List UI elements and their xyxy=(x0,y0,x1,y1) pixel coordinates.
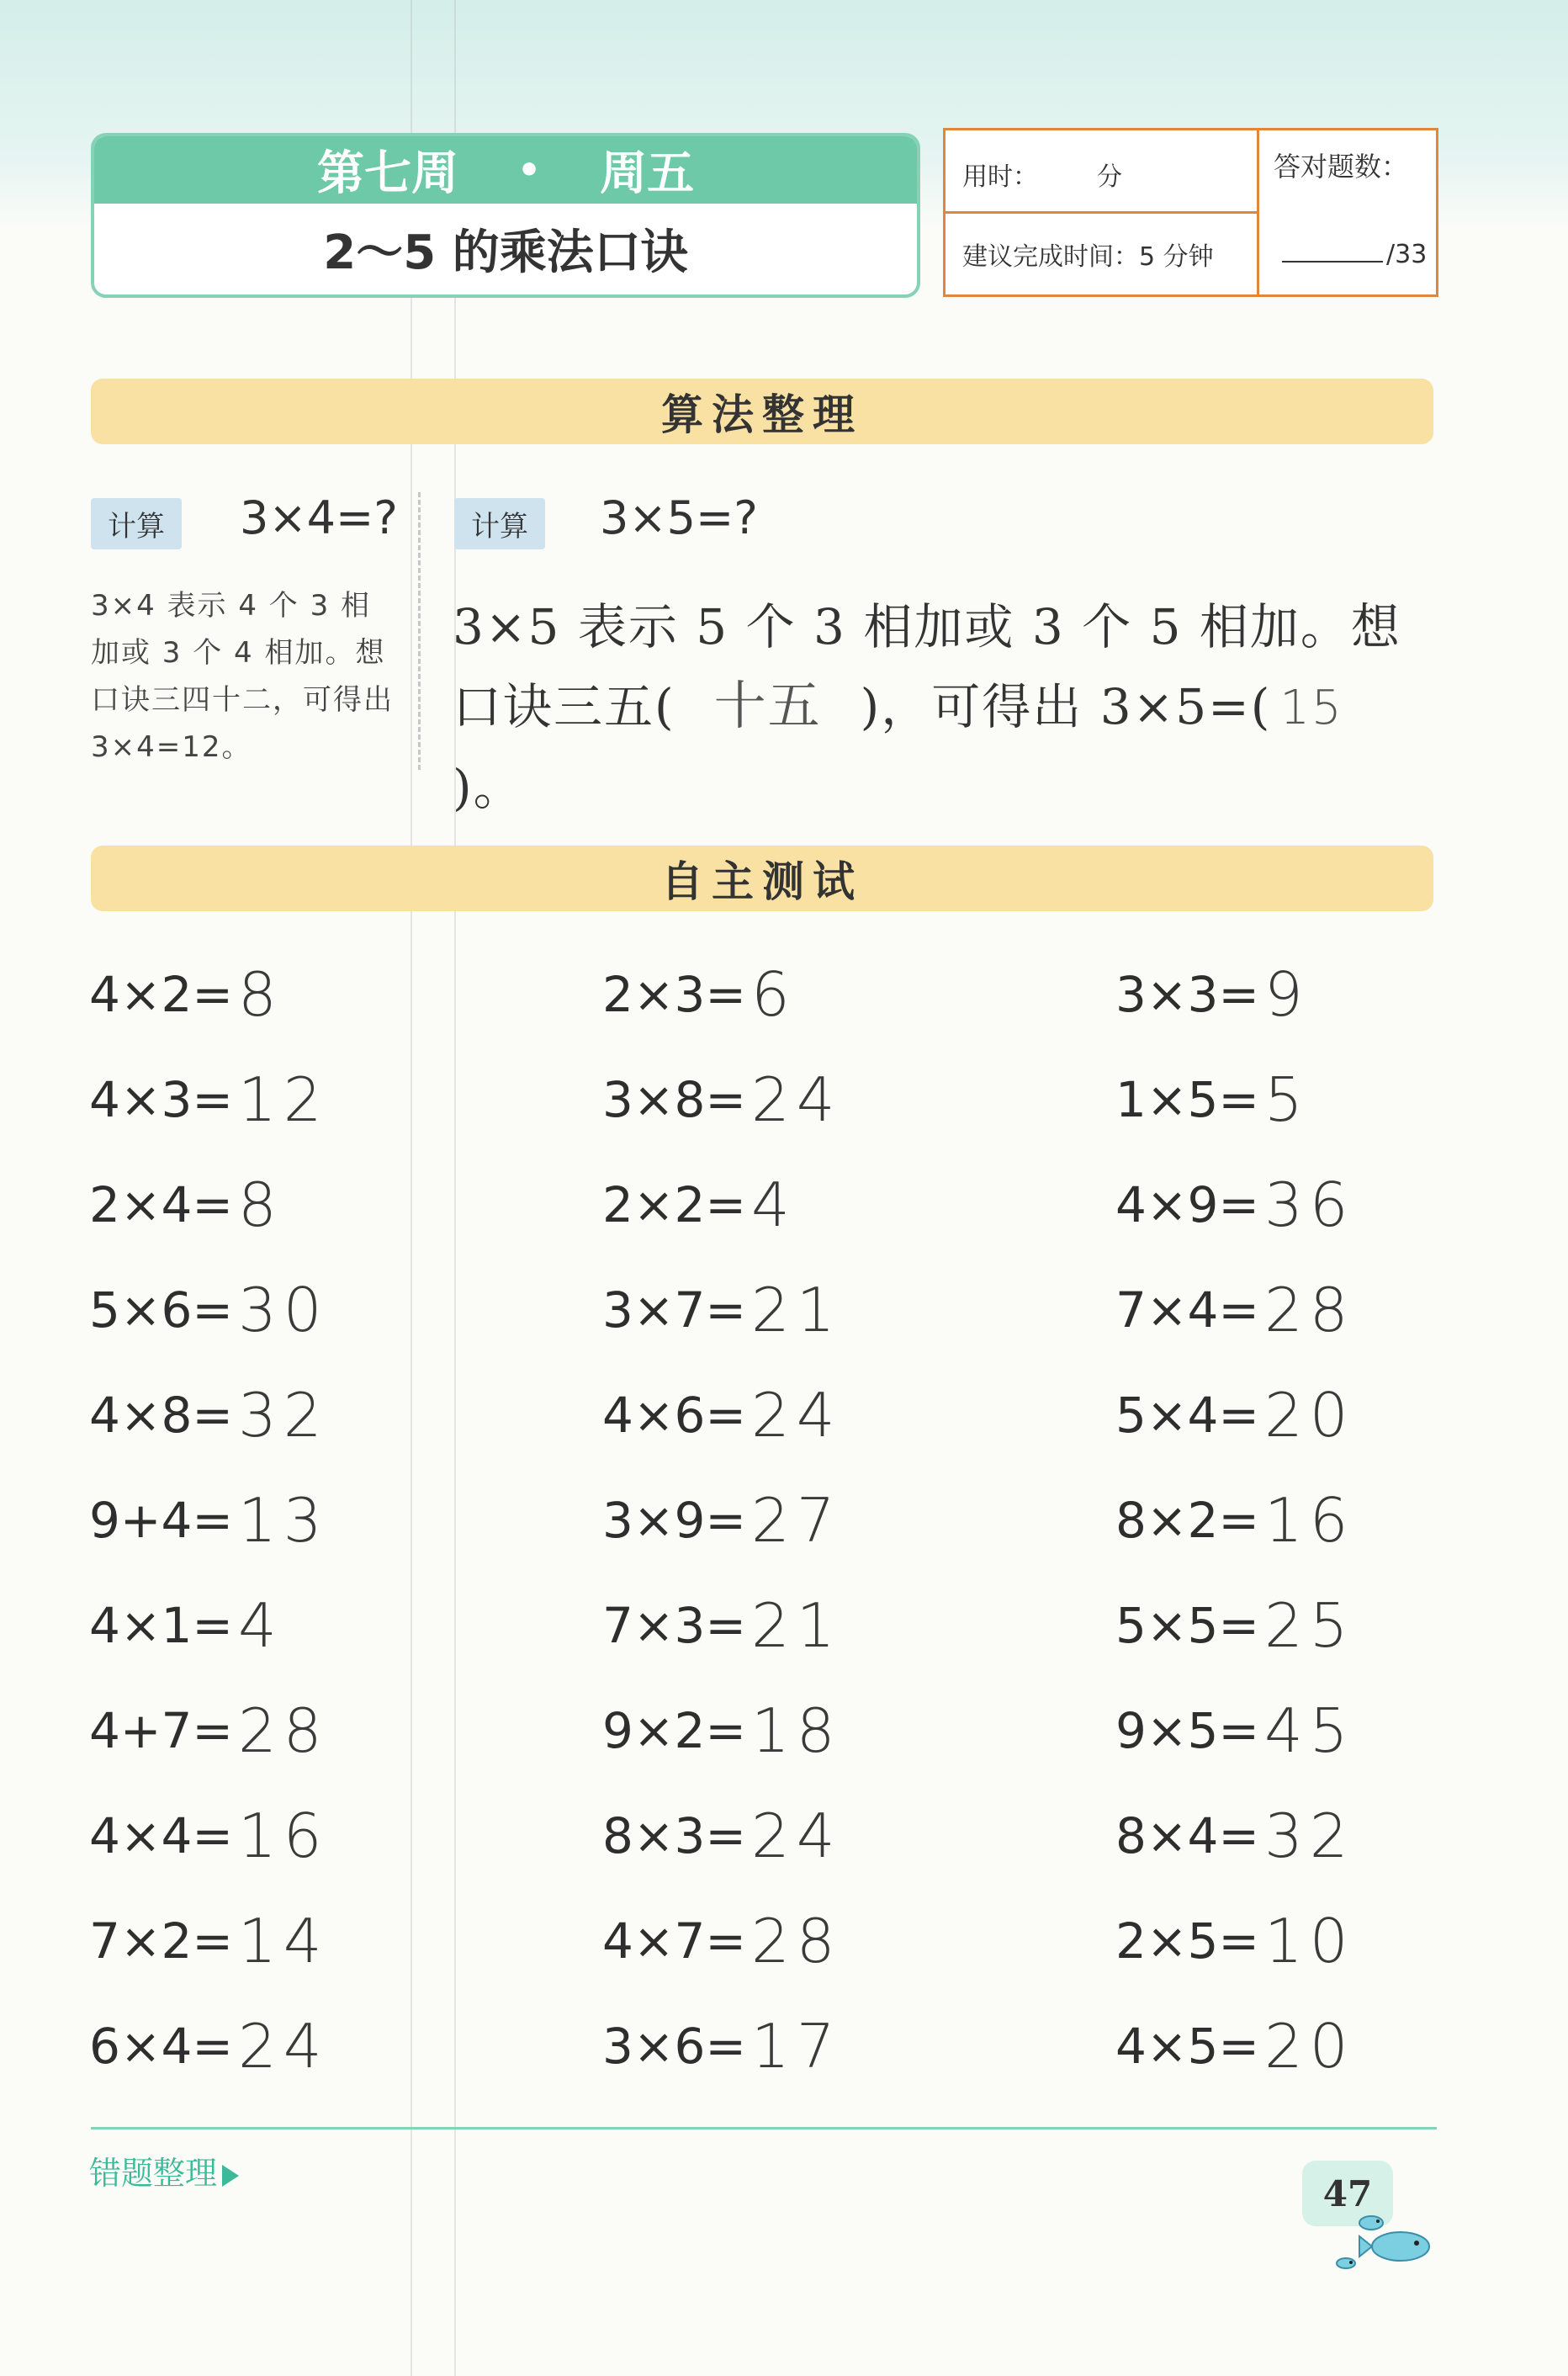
example-tag: 计算 xyxy=(91,498,182,549)
handwritten-answer: 28 xyxy=(238,1695,329,1766)
problem-question: 8×4= xyxy=(1115,1807,1259,1864)
handwritten-answer: 15 xyxy=(1279,681,1343,735)
suggested-time: 建议完成时间：5 分钟 xyxy=(962,242,1214,272)
problem-item xyxy=(1115,1169,1355,1240)
problem-question: 3×8= xyxy=(602,1071,746,1128)
problem-item xyxy=(89,2011,329,2082)
handwritten-answer: 17 xyxy=(751,2011,842,2082)
handwritten-answer: 24 xyxy=(751,1801,842,1871)
problem-question: 4×5= xyxy=(1115,2018,1259,2075)
problem-item xyxy=(602,2011,842,2082)
problem-question: 4×6= xyxy=(602,1387,746,1444)
handwritten-answer: 21 xyxy=(751,1275,842,1345)
footer-divider xyxy=(91,2127,1437,2129)
problem-question: 5×6= xyxy=(89,1281,233,1339)
problem-item xyxy=(1115,1485,1355,1556)
problem-question: 6×4= xyxy=(89,2018,233,2075)
handwritten-answer: 16 xyxy=(1264,1485,1355,1556)
problem-item xyxy=(1115,1801,1355,1871)
correct-count-total: /33 xyxy=(1386,240,1428,269)
problem-item xyxy=(602,1275,842,1345)
error-review-text: 错题整理 xyxy=(89,2155,218,2192)
handwritten-answer: 24 xyxy=(238,2011,329,2082)
problem-question: 9×5= xyxy=(1115,1702,1259,1759)
problem-item xyxy=(602,1064,842,1135)
problem-question: 9+4= xyxy=(89,1492,233,1549)
problem-item xyxy=(1115,1064,1310,1135)
problem-question: 4×1= xyxy=(89,1597,233,1654)
problem-item xyxy=(602,959,797,1030)
lesson-title-box xyxy=(91,133,920,298)
page-number: 47 xyxy=(1302,2161,1393,2226)
handwritten-answer: 8 xyxy=(238,1169,283,1240)
problem-item xyxy=(602,1380,842,1451)
explanation-text: )。 xyxy=(453,759,524,816)
problem-item xyxy=(602,1590,842,1661)
correct-count-blank xyxy=(1282,261,1383,263)
page-fold-line xyxy=(454,0,456,2376)
table-divider xyxy=(946,211,1257,214)
handwritten-answer: 28 xyxy=(751,1906,842,1976)
explanation-text: 3×5 表示 5 个 3 相加或 3 个 5 相加。想口诀三五( xyxy=(453,598,1401,735)
problem-item xyxy=(1115,1380,1355,1451)
problem-question: 7×4= xyxy=(1115,1281,1259,1339)
example-expression: 3×4=? xyxy=(240,491,398,544)
problem-question: 2×2= xyxy=(602,1176,746,1233)
problem-question: 3×9= xyxy=(602,1492,746,1549)
handwritten-answer: 21 xyxy=(751,1590,842,1661)
problem-item xyxy=(89,1064,329,1135)
handwritten-answer: 14 xyxy=(238,1906,329,1976)
handwritten-answer: 20 xyxy=(1264,1380,1355,1451)
problem-question: 4+7= xyxy=(89,1702,233,1759)
handwritten-answer: 18 xyxy=(751,1695,842,1766)
problem-question: 4×8= xyxy=(89,1387,233,1444)
problem-question: 4×2= xyxy=(89,966,233,1023)
problem-question: 4×7= xyxy=(602,1912,746,1970)
lesson-topic: 2～5 的乘法口诀 xyxy=(323,225,688,280)
handwritten-answer: 24 xyxy=(751,1064,842,1135)
example-explanation-fill-in xyxy=(453,587,1445,827)
problem-item xyxy=(89,1590,283,1661)
problem-question: 5×4= xyxy=(1115,1387,1259,1444)
example-explanation: 3×4 表示 4 个 3 相加或 3 个 4 相加。想口诀三四十二，可得出 3×4=12。 xyxy=(91,589,394,764)
week-label: 第七周 xyxy=(316,146,458,201)
correct-count-field xyxy=(1282,240,1427,269)
correct-count-label: 答对题数： xyxy=(1274,151,1409,183)
problem-item xyxy=(602,1169,797,1240)
problem-item xyxy=(1115,1275,1355,1345)
problem-item xyxy=(1115,1695,1355,1766)
problem-item xyxy=(1115,959,1310,1030)
example-expression: 3×5=? xyxy=(600,491,758,544)
problem-question: 4×3= xyxy=(89,1071,233,1128)
problem-item xyxy=(1115,1590,1355,1661)
handwritten-answer: 13 xyxy=(238,1485,329,1556)
handwritten-answer: 5 xyxy=(1264,1064,1310,1135)
problem-item xyxy=(89,959,283,1030)
problem-question: 7×3= xyxy=(602,1597,746,1654)
problem-question: 8×3= xyxy=(602,1807,746,1864)
problem-item xyxy=(89,1380,329,1451)
problem-item xyxy=(89,1801,329,1871)
explanation-text: )，可得出 3×5=( xyxy=(860,678,1272,735)
handwritten-answer: 36 xyxy=(1264,1169,1355,1240)
handwritten-answer: 32 xyxy=(238,1380,329,1451)
problem-question: 3×3= xyxy=(1115,966,1259,1023)
day-label: 周五 xyxy=(600,146,695,201)
play-arrow-icon xyxy=(222,2165,239,2187)
problem-question: 2×3= xyxy=(602,966,746,1023)
handwritten-answer: 28 xyxy=(1264,1275,1355,1345)
example-divider xyxy=(418,492,421,770)
handwritten-answer: 24 xyxy=(751,1380,842,1451)
separator-dot: • xyxy=(516,148,542,192)
handwritten-answer: 十五 xyxy=(713,675,822,736)
handwritten-answer: 32 xyxy=(1264,1801,1355,1871)
problem-question: 1×5= xyxy=(1115,1071,1259,1128)
problem-question: 8×2= xyxy=(1115,1492,1259,1549)
problem-item xyxy=(602,1485,842,1556)
handwritten-answer: 4 xyxy=(751,1169,797,1240)
problem-item xyxy=(89,1169,283,1240)
handwritten-answer: 16 xyxy=(238,1801,329,1871)
handwritten-answer: 10 xyxy=(1264,1906,1355,1976)
problem-question: 7×2= xyxy=(89,1912,233,1970)
problem-item xyxy=(89,1695,329,1766)
table-divider xyxy=(1257,130,1259,294)
time-used-label: 用时： xyxy=(962,162,1038,192)
problem-question: 4×9= xyxy=(1115,1176,1259,1233)
problem-question: 5×5= xyxy=(1115,1597,1259,1654)
problem-item xyxy=(89,1906,329,1976)
handwritten-answer: 30 xyxy=(238,1275,329,1345)
handwritten-answer: 27 xyxy=(751,1485,842,1556)
timing-table xyxy=(943,128,1438,297)
problem-question: 3×7= xyxy=(602,1281,746,1339)
section-banner-algorithm: 算法整理 xyxy=(91,379,1433,444)
handwritten-answer: 25 xyxy=(1264,1590,1355,1661)
handwritten-answer: 20 xyxy=(1264,2011,1355,2082)
problem-item xyxy=(89,1275,329,1345)
problem-item xyxy=(89,1485,329,1556)
problem-item xyxy=(602,1906,842,1976)
page-fold-line xyxy=(411,0,412,2376)
handwritten-answer: 12 xyxy=(238,1064,329,1135)
problem-question: 2×5= xyxy=(1115,1912,1259,1970)
problem-question: 3×6= xyxy=(602,2018,746,2075)
problem-question: 9×2= xyxy=(602,1702,746,1759)
handwritten-answer: 45 xyxy=(1264,1695,1355,1766)
problem-item xyxy=(602,1801,842,1871)
problem-item xyxy=(602,1695,842,1766)
lesson-week-bar xyxy=(94,136,917,204)
problem-item xyxy=(1115,1906,1355,1976)
problem-question: 2×4= xyxy=(89,1176,233,1233)
handwritten-answer: 6 xyxy=(751,959,797,1030)
problem-item xyxy=(1115,2011,1355,2082)
handwritten-answer: 4 xyxy=(238,1590,283,1661)
section-banner-self-test: 自主测试 xyxy=(91,846,1433,911)
error-review-label xyxy=(89,2147,239,2193)
handwritten-answer: 9 xyxy=(1264,959,1310,1030)
problem-question: 4×4= xyxy=(89,1807,233,1864)
handwritten-answer: 8 xyxy=(238,959,283,1030)
example-tag: 计算 xyxy=(454,498,545,549)
time-used-unit: 分 xyxy=(1097,162,1122,192)
fish-decoration-icon xyxy=(1312,2204,1447,2280)
